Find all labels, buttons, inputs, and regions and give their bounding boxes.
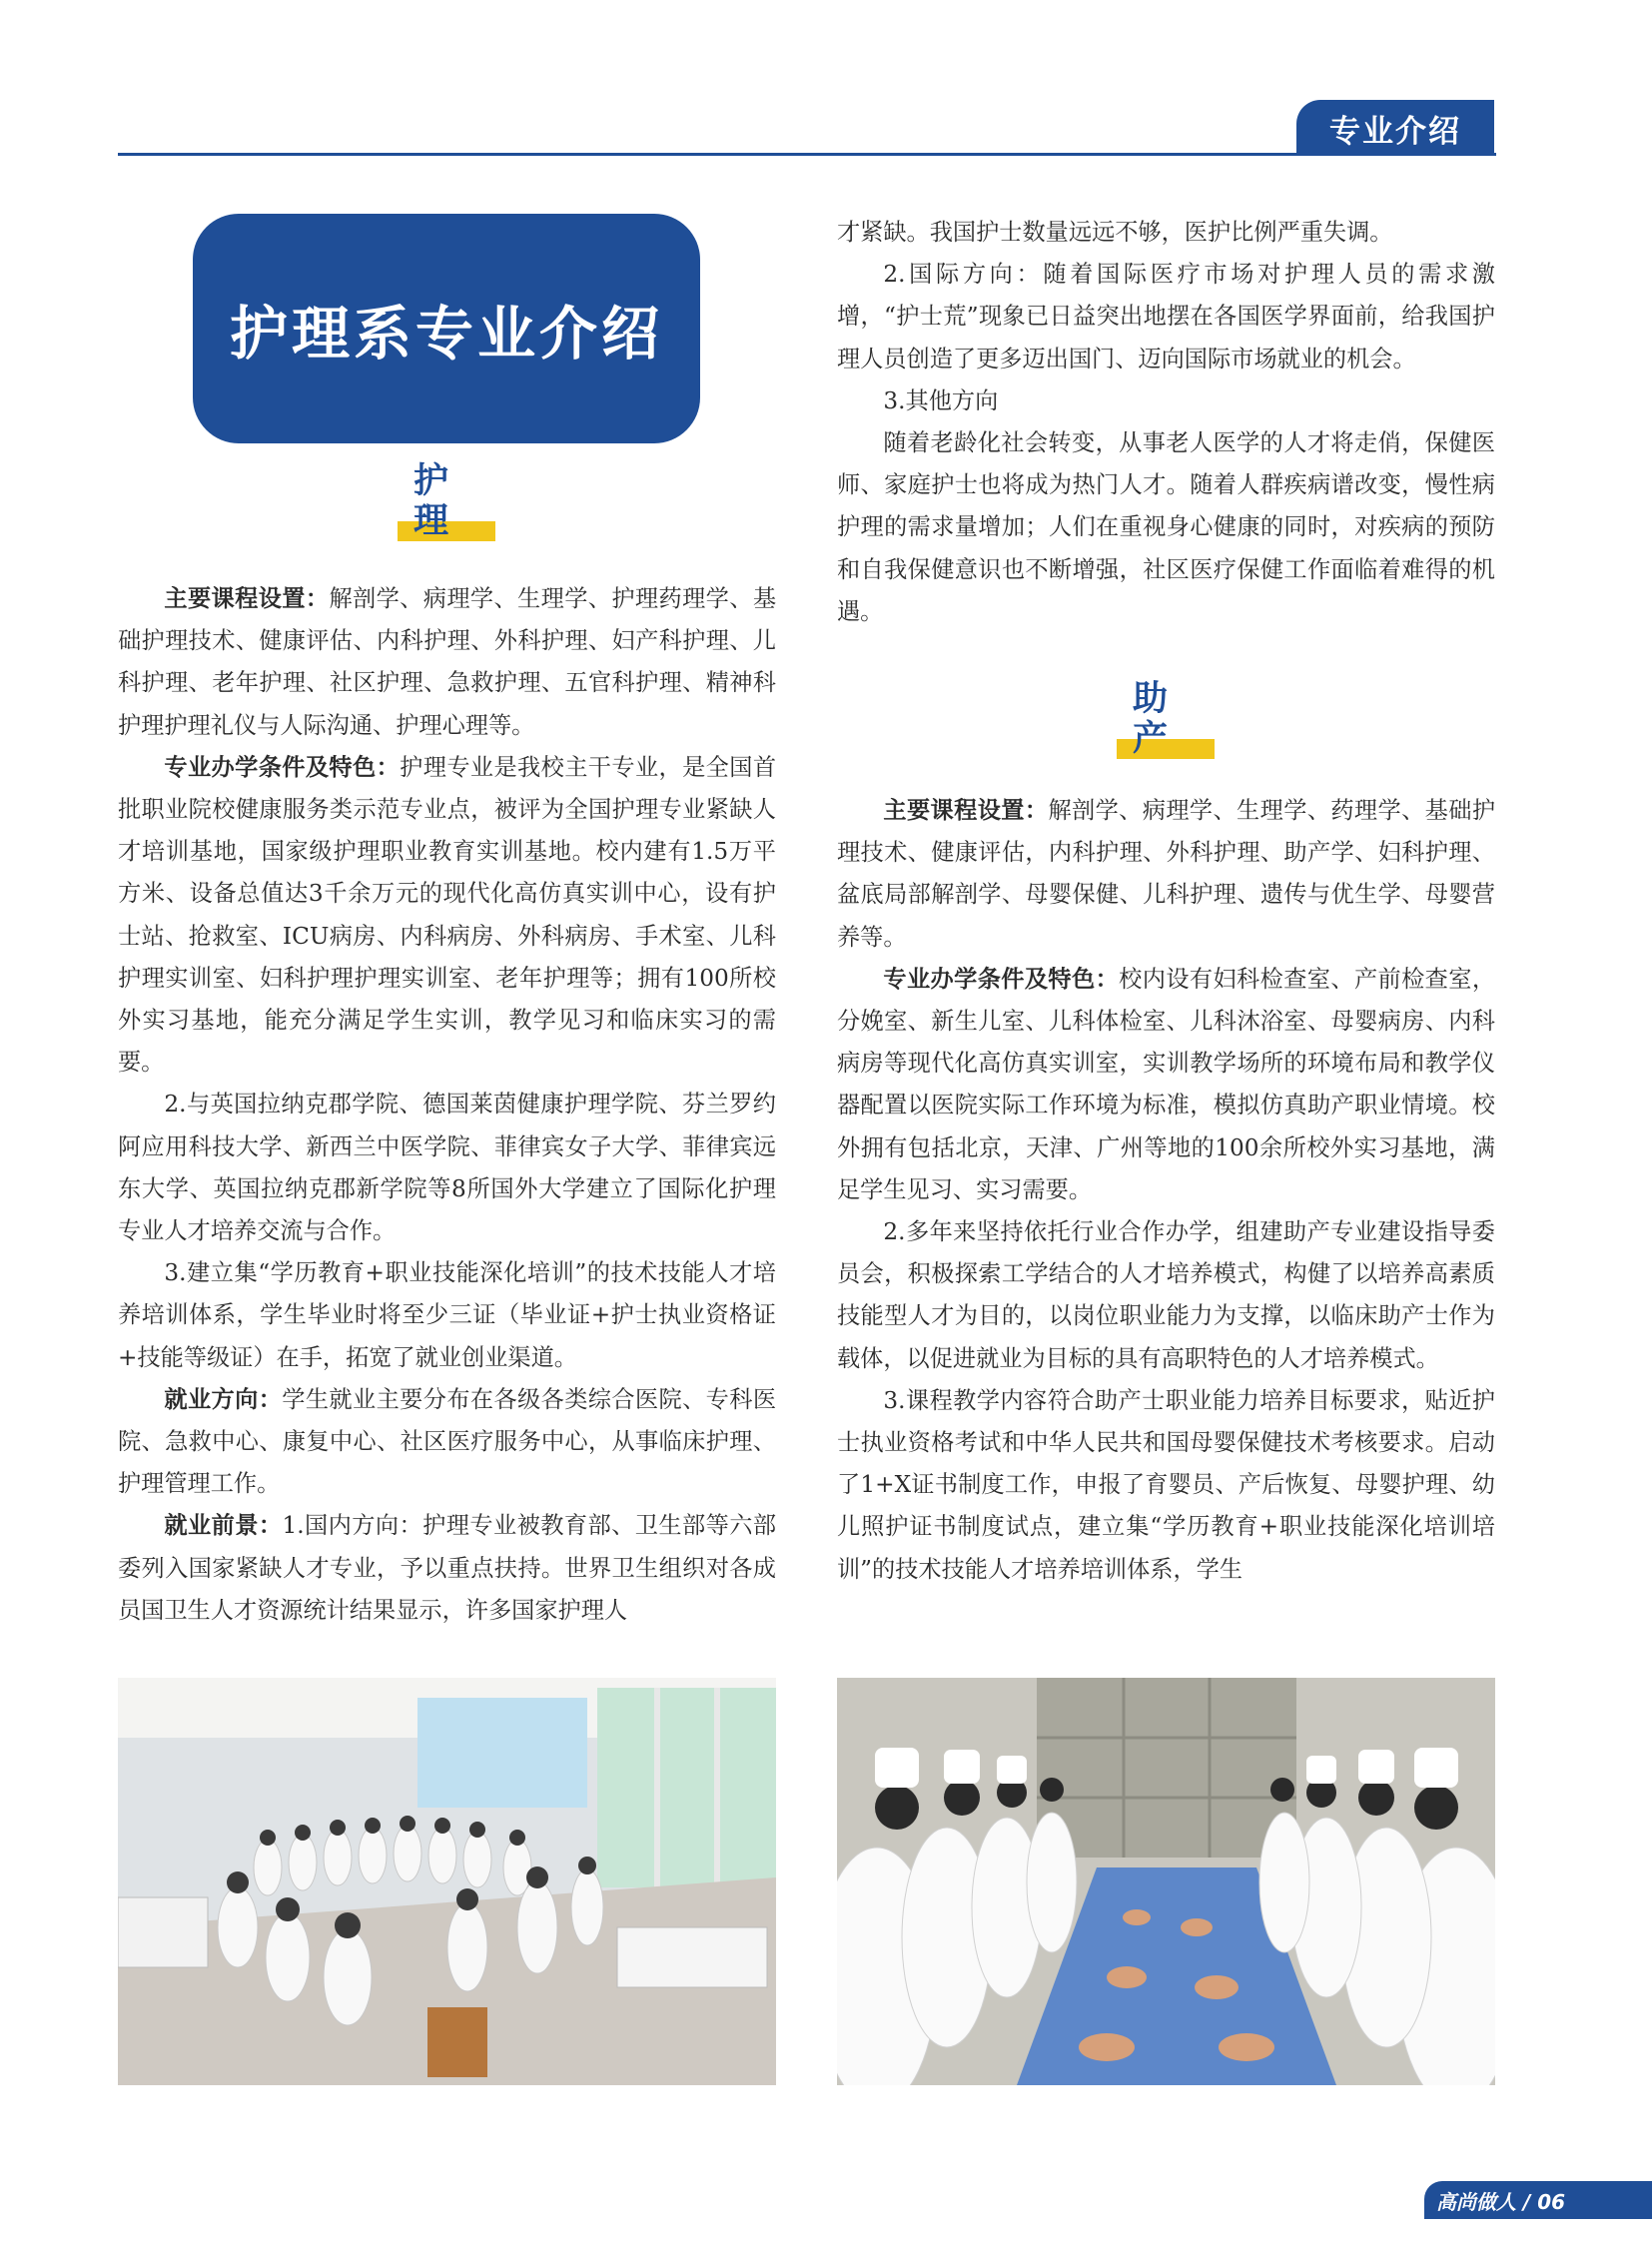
page-title-box bbox=[193, 214, 700, 443]
nursing-para-2: 2.与英国拉纳克郡学院、德国莱茵健康护理学院、芬兰罗约阿应用科技大学、新西兰中医学院、菲律宾女子大学、菲律宾远东大学、英国拉纳克郡新学院等8所国外大学建立了国际化护理专业人才培养交流与合作。 bbox=[118, 1091, 776, 1245]
nursing-para-4: 就业方向：学生就业主要分布在各级各类综合医院、专科医院、急救中心、康复中心、社区医疗服务中心，从事临床护理、护理管理工作。 bbox=[118, 1385, 777, 1498]
nursing-cont-para-2: 3.其他方向 bbox=[883, 386, 999, 414]
midwifery-para-2: 2.多年来坚持依托行业合作办学，组建助产专业建设指导委员会，积极探索工学结合的人才培养模式，构健了以培养高素质技能型人才为目的，以岗位职业能力为支撑，以临床助产士作为载体，以促进就业为目标的具有高职特色的人才培养模式。 bbox=[837, 1218, 1495, 1372]
nursing-para-3: 3.建立集“学历教育+职业技能深化培训”的技术技能人才培养培训体系，学生毕业时将至少三证（毕业证+护士执业资格证+技能等级证）在手，拓宽了就业创业渠道。 bbox=[118, 1259, 776, 1371]
nursing-cont-para-0: 才紧缺。我国护士数量远远不够，医护比例严重失调。 bbox=[837, 219, 1393, 246]
nursing-heading-text: 护 理 bbox=[413, 461, 465, 541]
midwifery-training-photo bbox=[837, 1678, 1495, 2085]
midwifery-para-0: 主要课程设置：解剖学、病理学、生理学、药理学、基础护理技术、健康评估，内科护理、外科护理、助产学、妇科护理、盆底局部解剖学、母婴保健、儿科护理、遗传与优生学、母婴营养等。 bbox=[837, 797, 1496, 951]
nursing-cont-para-1: 2.国际方向：随着国际医疗市场对护理人员的需求激增，“护士荒”现象已日益突出地摆在各国医学界面前，给我国护理人员创造了更多迈出国门、迈向国际市场就业的机会。 bbox=[837, 261, 1495, 373]
nursing-para-5: 就业前景：1.国内方向：护理专业被教育部、卫生部等六部委列入国家紧缺人才专业，予以重点扶持。世界卫生组织对各成员国卫生人才资源统计结果显示，许多国家护理人 bbox=[118, 1512, 777, 1624]
manikin-training-illustration bbox=[837, 1678, 1495, 2085]
nursing-para-1: 专业办学条件及特色：护理专业是我校主干专业，是全国首批职业院校健康服务类示范专业点，被评为全国护理专业紧缺人才培训基地，国家级护理职业教育实训基地。校内建有1.5万平方米、设备总值达3千余万元的现代化高仿真实训中心，设有护士站、抢救室、ICU病房、内科病房、外科病房、手术室、儿科护理实训室、妇科护理护理实训室、老年护理等；拥有100所校外实习基地，能充分满足学生实训，教学见习和临床实习的需要。 bbox=[118, 753, 777, 1077]
page-title: 护理系专业介绍 bbox=[229, 300, 663, 368]
nursing-training-photo bbox=[118, 1678, 776, 2085]
midwifery-para-3: 3.课程教学内容符合助产士职业能力培养目标要求，贴近护士执业资格考试和中华人民共和国母婴保健技术考核要求。启动了1+X证书制度工作，申报了育婴员、产后恢复、母婴护理、幼儿照护证书制度试点，建立集“学历教育+职业技能深化培训培训”的技术技能人才培养培训体系，学生 bbox=[837, 1386, 1495, 1583]
midwifery-heading bbox=[1117, 679, 1215, 759]
right-column-bottom bbox=[837, 790, 1495, 1591]
footer-page-number: 高尚做人 / 06 bbox=[1424, 2181, 1652, 2219]
section-tab: 专业介绍 bbox=[1296, 100, 1494, 156]
header-rule bbox=[118, 153, 1496, 156]
left-column bbox=[118, 578, 776, 1632]
nursing-heading bbox=[398, 461, 495, 541]
nursing-cont-para-3: 随着老龄化社会转变，从事老人医学的人才将走俏，保健医师、家庭护士也将成为热门人才。随着人群疾病谱改变，慢性病护理的需求量增加；人们在重视身心健康的同时，对疾病的预防和自我保健意识也不断增强，社区医疗保健工作面临着难得的机遇。 bbox=[837, 429, 1495, 625]
midwifery-heading-text: 助 产 bbox=[1133, 679, 1185, 759]
midwifery-para-1: 专业办学条件及特色：校内设有妇科检查室、产前检查室，分娩室、新生儿室、儿科体检室、儿科沐浴室、母婴病房、内科病房等现代化高仿真实训室，实训教学场所的环境布局和教学仪器配置以医院实际工作环境为标准，模拟仿真助产职业情境。校外拥有包括北京，天津、广州等地的100余所校外实习基地，满足学生见习、实习需要。 bbox=[837, 965, 1496, 1203]
right-column-top bbox=[837, 212, 1495, 633]
classroom-illustration bbox=[118, 1678, 776, 2085]
nursing-para-0: 主要课程设置：解剖学、病理学、生理学、护理药理学、基础护理技术、健康评估、内科护理、外科护理、妇产科护理、儿科护理、老年护理、社区护理、急救护理、五官科护理、精神科护理护理礼仪与人际沟通、护理心理等。 bbox=[118, 585, 777, 739]
